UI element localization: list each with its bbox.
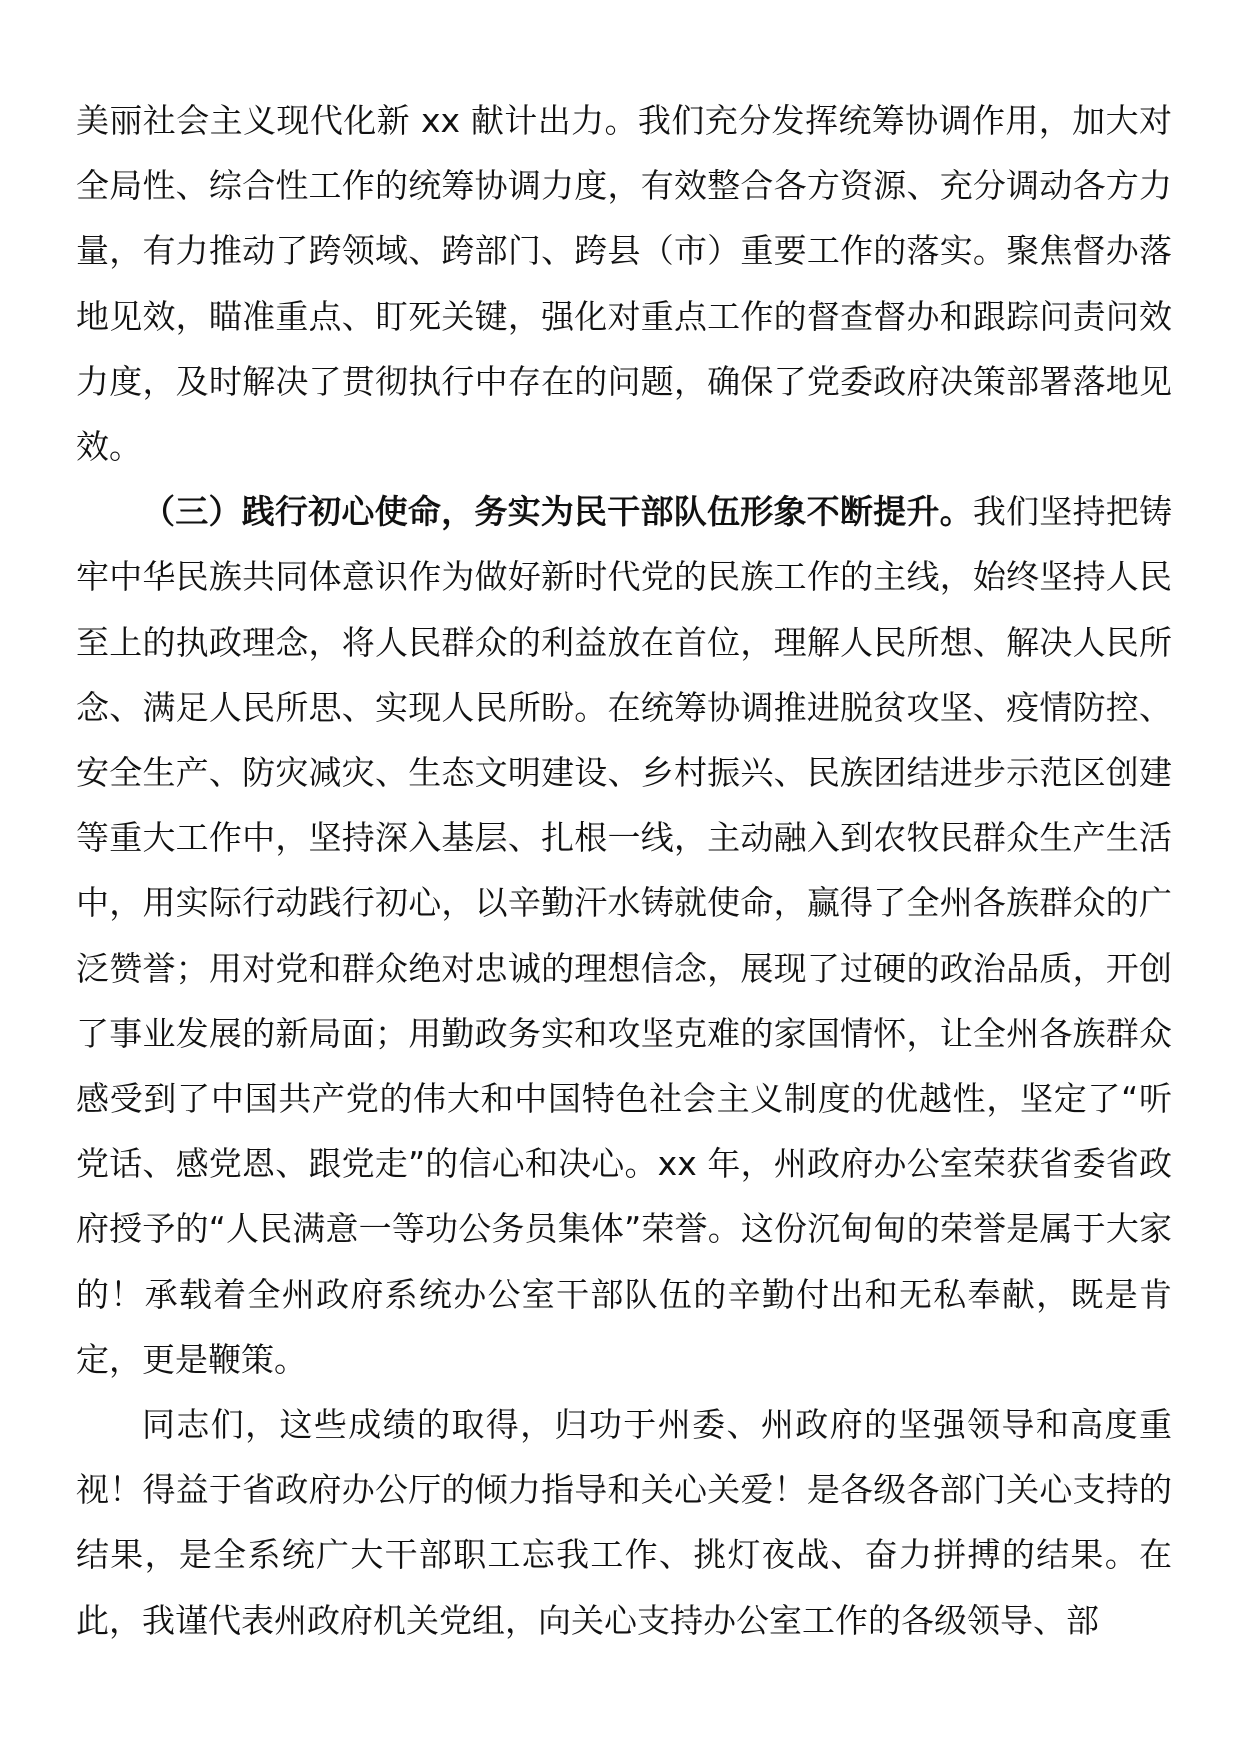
paragraph-section-three [76, 479, 1172, 1392]
paragraph-acknowledgement [76, 1392, 1172, 1653]
document-body [76, 88, 1172, 1653]
section-heading: （三）践行初心使命，务实为民干部队伍形象不断提升。 [142, 492, 973, 532]
paragraph-continuation [76, 88, 1172, 479]
paragraph-text: 同志们，这些成绩的取得，归功于州委、州政府的坚强领导和高度重视！得益于省政府办公厅的倾力指导和关心关爱！是各级各部门关心支持的结果，是全系统广大干部职工忘我工作、挑灯夜战、奋力拼搏的结果。在此，我谨代表州政府机关党组，向关心支持办公室工作的各级领导、部 [76, 1405, 1172, 1640]
paragraph-text: 美丽社会主义现代化新 xx 献计出力。我们充分发挥统筹协调作用，加大对全局性、综合性工作的统筹协调力度，有效整合各方资源、充分调动各方力量，有力推动了跨领域、跨部门、跨县（市）重要工作的落实。聚焦督办落地见效，瞄准重点、盯死关键，强化对重点工作的督查督办和跟踪问责问效力度，及时解决了贯彻执行中存在的问题，确保了党委政府决策部署落地见效。 [76, 101, 1172, 467]
paragraph-text: 我们坚持把铸牢中华民族共同体意识作为做好新时代党的民族工作的主线，始终坚持人民至上的执政理念，将人民群众的利益放在首位，理解人民所想、解决人民所念、满足人民所思、实现人民所盼。在统筹协调推进脱贫攻坚、疫情防控、安全生产、防灾减灾、生态文明建设、乡村振兴、民族团结进步示范区创建等重大工作中，坚持深入基层、扎根一线，主动融入到农牧民群众生产生活中，用实际行动践行初心，以辛勤汗水铸就使命，赢得了全州各族群众的广泛赞誉；用对党和群众绝对忠诚的理想信念，展现了过硬的政治品质，开创了事业发展的新局面；用勤政务实和攻坚克难的家国情怀，让全州各族群众感受到了中国共产党的伟大和中国特色社会主义制度的优越性，坚定了“听党话、感党恩、跟党走”的信心和决心。xx 年，州政府办公室荣获省委省政府授予的“人民满意一等功公务员集体”荣誉。这份沉甸甸的荣誉是属于大家的！承载着全州政府系统办公室干部队伍的辛勤付出和无私奉献，既是肯定，更是鞭策。 [76, 492, 1173, 1379]
